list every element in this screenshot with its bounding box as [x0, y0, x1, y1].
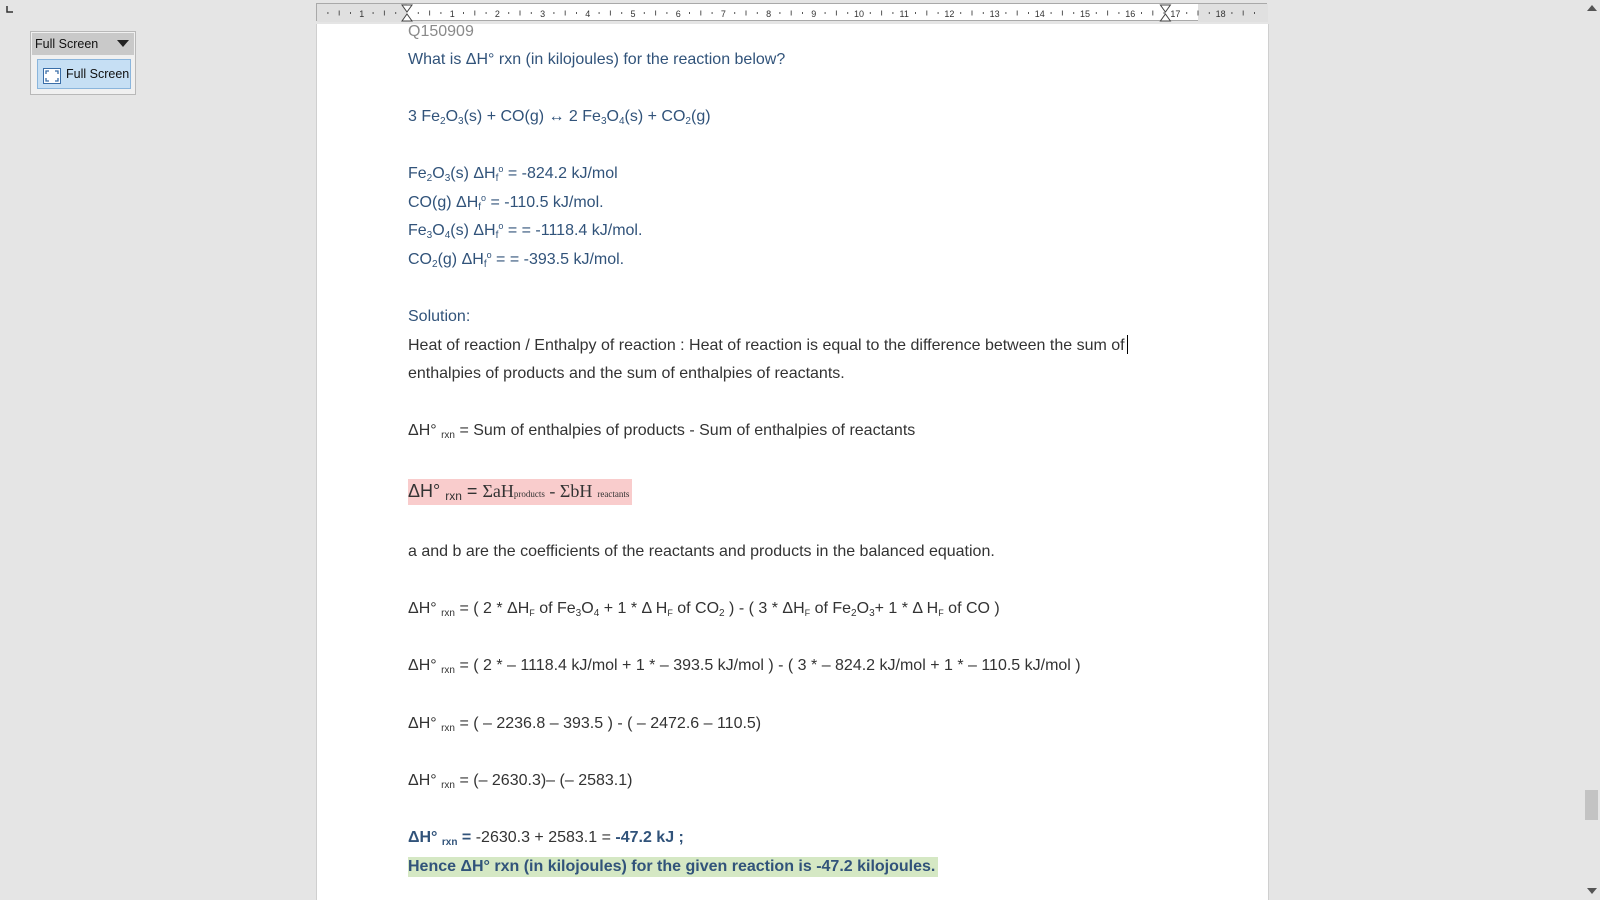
coefficients-note: a and b are the coefficients of the reactants and products in the balanced equation. — [408, 543, 995, 560]
toolbar-title[interactable] — [32, 33, 134, 55]
scroll-up-icon[interactable] — [1587, 5, 1597, 11]
ruler-label: 14 — [1034, 9, 1045, 19]
dropdown-caret-icon[interactable] — [117, 40, 129, 47]
calc-result: ΔH° rxn = -2630.3 + 2583.1 = -47.2 kJ ; — [408, 829, 684, 848]
enthalpy-co2: $CO_2(g) \Delta H_f^o$ = = -393.5 kJ/mol. — [408, 250, 625, 270]
tab-stop-selector[interactable] — [6, 6, 14, 14]
full-screen-button[interactable] — [37, 59, 131, 89]
ruler-label: 7 — [720, 9, 726, 19]
ruler-label: 6 — [675, 9, 681, 19]
ruler-label: 13 — [989, 9, 1000, 19]
calc-step-3: ΔH° rxn = ( – 2236.8 – 393.5 ) - ( – 2472.6 – 110.5) — [408, 715, 762, 734]
calc-step-4: ΔH° rxn = (– 2630.3)– (– 2583.1) — [408, 772, 633, 791]
calc-step-1: ΔH° rxn = ( 2 * ΔHF of $Fe_3O_4 + 1 * \Delta$ HF of $CO_2$ ) - ( 3 * ΔHF of $Fe_2O_3+ 1 * \Delta$ HF of CO ) — [408, 600, 1000, 619]
enthalpy-fe2o3: $Fe_2O_3(s) \Delta H_f^o = -824.2$ kJ/mol — [408, 164, 618, 184]
full-screen-toolbar — [30, 31, 136, 95]
reaction-equation: 3 $Fe_2O_3(s) + CO(g)$ ↔ 2 $Fe_3O_4(s) + CO_2(g)$ — [408, 108, 711, 127]
ruler-label: 10 — [853, 9, 865, 19]
ruler-label: 15 — [1079, 9, 1091, 19]
ruler-label: 3 — [540, 9, 546, 19]
ruler-label: 9 — [811, 9, 817, 19]
ruler-label: 5 — [630, 9, 636, 19]
enthalpy-co: CO(g) $\Delta H_f^o = -110.5$ kJ/mol. — [408, 193, 604, 213]
right-indent-marker — [1160, 5, 1170, 21]
ruler-label: 1 — [359, 9, 365, 19]
horizontal-ruler[interactable] — [316, 3, 1267, 21]
definition-line-1: Heat of reaction / Enthalpy of reaction : Heat of reaction is equal to the difference between the sum of — [408, 335, 1128, 356]
ruler-label: 17 — [1170, 9, 1181, 19]
enthalpy-formula-highlighted: ΔH° rxn = ΣaHproducts - ΣbH reactants — [408, 479, 632, 506]
fullscreen-icon — [43, 66, 61, 94]
ruler-label: 2 — [494, 9, 500, 19]
scrollbar-thumb[interactable] — [1585, 790, 1598, 820]
scroll-down-icon[interactable] — [1587, 888, 1597, 894]
ruler-label: 16 — [1125, 9, 1136, 19]
ruler-right-margin — [1198, 4, 1268, 22]
ruler-label: 12 — [944, 9, 955, 19]
toolbar-title-label: Full Screen — [35, 37, 99, 51]
enthalpy-formula-words: ΔH° rxn = Sum of enthalpies of products - Sum of enthalpies of reactants — [408, 422, 916, 441]
text-cursor — [1127, 335, 1128, 354]
vertical-scrollbar[interactable] — [1583, 0, 1600, 900]
calc-step-2: ΔH° rxn = ( 2 * – 1118.4 kJ/mol + 1 * – 393.5 kJ/mol ) - ( 3 * – 824.2 kJ/mol + 1 * – 110.5 kJ/mol ) — [408, 657, 1081, 676]
enthalpy-fe3o4: $Fe_3O_4(s) \Delta H_f^o$ = = -1118.4 kJ/mol. — [408, 221, 643, 241]
question-id: Q150909 — [408, 24, 474, 40]
ruler-label: 1 — [449, 9, 455, 19]
final-answer: Hence ΔH° rxn (in kilojoules) for the given reaction is -47.2 kilojoules. — [408, 857, 938, 877]
solution-label: Solution: — [408, 308, 471, 325]
document-page[interactable] — [316, 24, 1269, 900]
definition-line-2: enthalpies of products and the sum of enthalpies of reactants. — [408, 365, 845, 382]
ruler-label: 18 — [1215, 9, 1226, 19]
full-screen-button-label: Full Screen — [66, 67, 130, 81]
question-text: What is ΔH° rxn (in kilojoules) for the reaction below? — [408, 51, 786, 68]
ruler-label: 4 — [585, 9, 591, 19]
ruler-label: 8 — [766, 9, 772, 19]
ruler-label: 11 — [899, 9, 909, 19]
